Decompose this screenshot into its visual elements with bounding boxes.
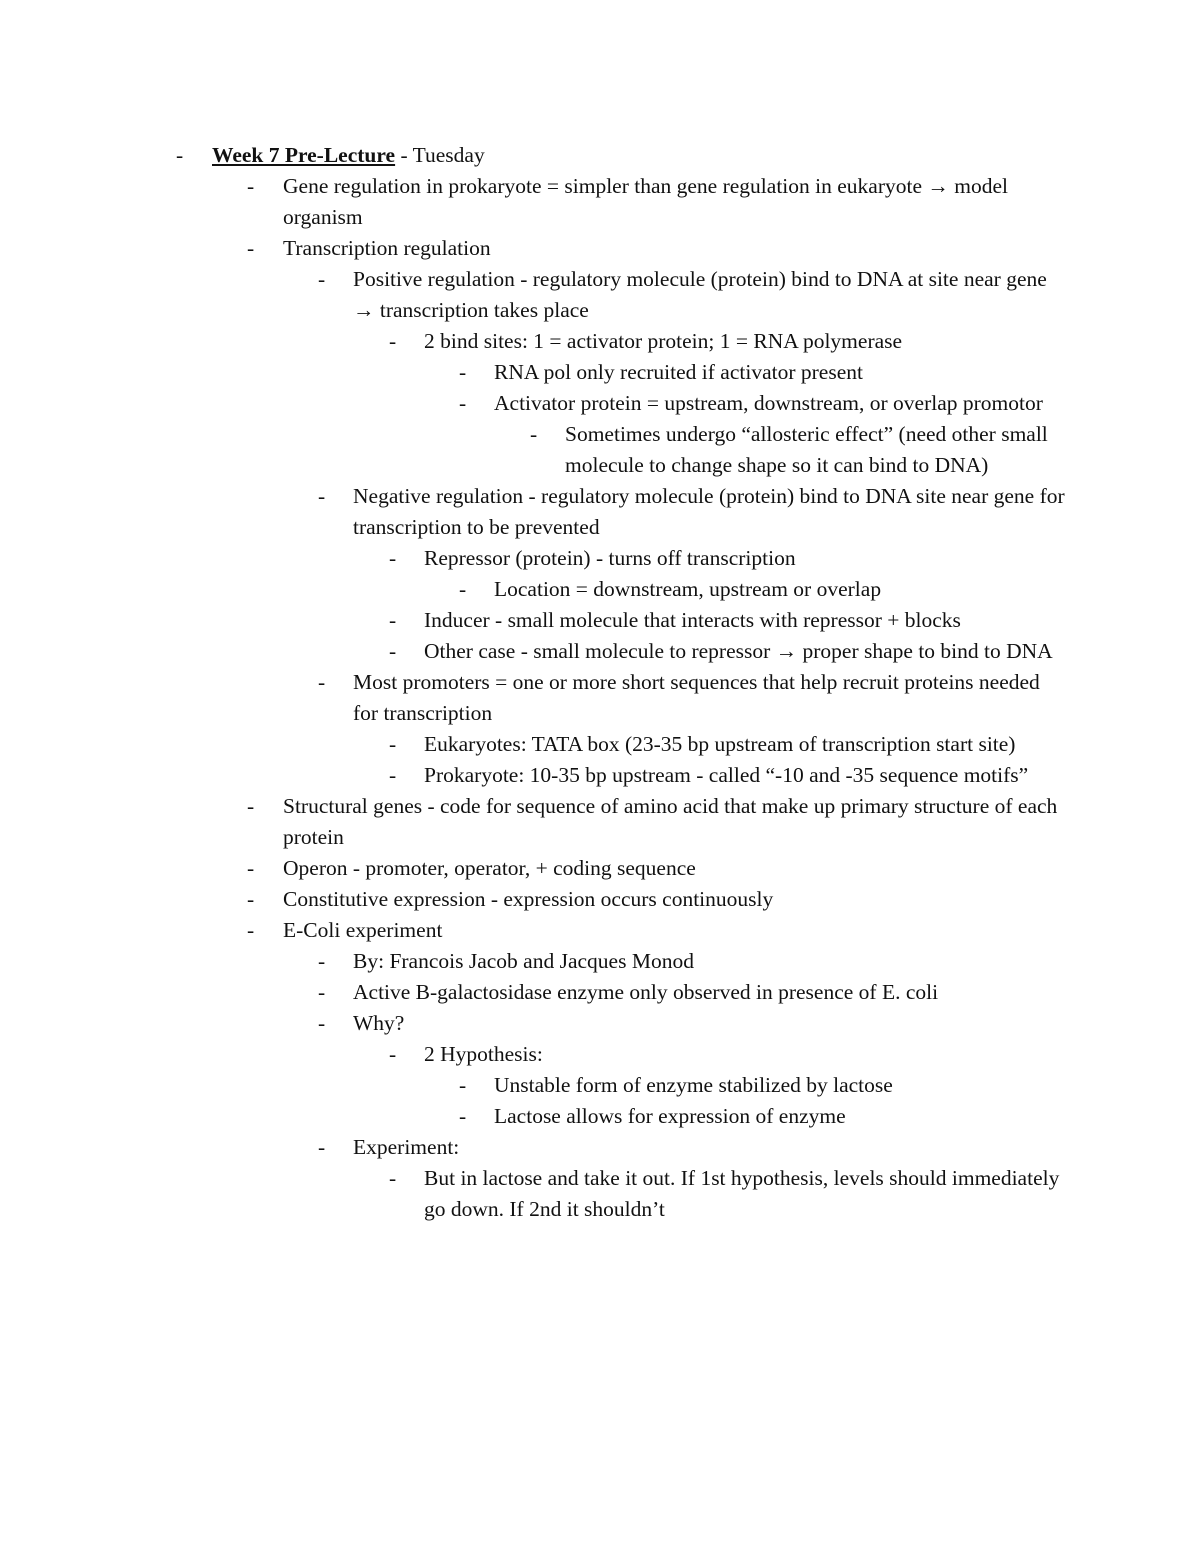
bullet-dash: - [247, 174, 255, 198]
outline-item [0, 915, 1065, 946]
outline-item [0, 388, 1065, 419]
outline-item-text: Negative regulation - regulatory molecule (protein) bind to DNA site near gene for transcription to be prevented [353, 484, 1065, 539]
outline-item-text: Unstable form of enzyme stabilized by lactose [494, 1073, 893, 1097]
outline-item [0, 171, 1065, 233]
outline-item-text: But in lactose and take it out. If 1st hypothesis, levels should immediately go down. If 2nd it shouldn’t [424, 1166, 1060, 1221]
bullet-dash: - [459, 391, 467, 415]
outline-item [0, 233, 1065, 264]
bullet-dash: - [530, 422, 538, 446]
outline-item-text: Location = downstream, upstream or overlap [494, 577, 882, 601]
outline-item-text: 2 Hypothesis: [424, 1042, 543, 1066]
bullet-dash: - [459, 1104, 467, 1128]
bullet-dash: - [389, 639, 397, 663]
outline-item [0, 853, 1065, 884]
outline-item-text: Why? [353, 1011, 405, 1035]
outline-item-text: Lactose allows for expression of enzyme [494, 1104, 846, 1128]
bullet-dash: - [318, 267, 326, 291]
title-bullet [0, 140, 1065, 171]
title-line [212, 140, 1065, 171]
outline-item [0, 357, 1065, 388]
outline-item-text: Experiment: [353, 1135, 460, 1159]
outline-item-text: 2 bind sites: 1 = activator protein; 1 = RNA polymerase [424, 329, 903, 353]
outline-item [0, 760, 1065, 791]
bullet-dash: - [389, 763, 397, 787]
bullet-dash: - [389, 546, 397, 570]
outline-item [0, 1101, 1065, 1132]
outline-item [0, 791, 1065, 853]
bullet-dash: - [389, 1042, 397, 1066]
outline-item-text: Gene regulation in prokaryote = simpler than gene regulation in eukaryote → model organism [283, 174, 1008, 229]
outline-item [0, 574, 1065, 605]
bullet-dash: - [389, 1166, 397, 1190]
outline-item-text: Activator protein = upstream, downstream, or overlap promotor [494, 391, 1043, 415]
outline-item-text: Sometimes undergo “allosteric effect” (need other small molecule to change shape so it can bind to DNA) [565, 422, 1048, 477]
bullet-dash: - [459, 1073, 467, 1097]
bullet-dash: - [247, 236, 255, 260]
outline-item-text: Eukaryotes: TATA box (23-35 bp upstream of transcription start site) [424, 732, 1016, 756]
notes-outline [0, 140, 1200, 1225]
bullet-dash: - [247, 794, 255, 818]
bullet-dash: - [247, 856, 255, 880]
title-heading: Week 7 Pre-Lecture [212, 143, 396, 167]
outline-item-text: Most promoters = one or more short sequences that help recruit proteins needed for transcription [353, 670, 1040, 725]
outline-item [0, 636, 1065, 667]
bullet-dash: - [389, 329, 397, 353]
bullet-dash: - [459, 577, 467, 601]
bullet-dash: - [389, 732, 397, 756]
outline-item [0, 543, 1065, 574]
outline-item [0, 729, 1065, 760]
bullet-dash: - [247, 887, 255, 911]
outline-item [0, 1039, 1065, 1070]
bullet-dash: - [318, 980, 326, 1004]
outline-item [0, 1132, 1065, 1163]
outline-item [0, 1070, 1065, 1101]
outline-item-text: E-Coli experiment [283, 918, 443, 942]
outline-item-text: Transcription regulation [283, 236, 491, 260]
outline-item-text: By: Francois Jacob and Jacques Monod [353, 949, 694, 973]
outline-item-text: Repressor (protein) - turns off transcription [424, 546, 796, 570]
outline-item [0, 946, 1065, 977]
outline-item-text: RNA pol only recruited if activator present [494, 360, 863, 384]
outline-item-text: Active B-galactosidase enzyme only observed in presence of E. coli [353, 980, 939, 1004]
bullet-dash: - [389, 608, 397, 632]
bullet-dash: - [318, 484, 326, 508]
bullet-dash: - [176, 143, 184, 167]
outline-item [0, 884, 1065, 915]
outline-item [0, 481, 1065, 543]
outline-item-text: Operon - promoter, operator, + coding sequence [283, 856, 696, 880]
outline-item-text: Prokaryote: 10-35 bp upstream - called “-10 and -35 sequence motifs” [424, 763, 1029, 787]
bullet-dash: - [318, 1011, 326, 1035]
outline-item [0, 977, 1065, 1008]
bullet-dash: - [318, 949, 326, 973]
outline-item-text: Other case - small molecule to repressor → proper shape to bind to DNA [424, 639, 1053, 663]
outline-item-text: Positive regulation - regulatory molecule (protein) bind to DNA at site near gene → transcription takes place [353, 267, 1047, 322]
bullet-dash: - [318, 670, 326, 694]
bullet-dash: - [459, 360, 467, 384]
outline-item-text: Inducer - small molecule that interacts with repressor + blocks [424, 608, 961, 632]
outline-item [0, 264, 1065, 326]
outline-item [0, 667, 1065, 729]
bullet-dash: - [247, 918, 255, 942]
outline-item-text: Structural genes - code for sequence of amino acid that make up primary structure of each protein [283, 794, 1058, 849]
outline-item-text: Constitutive expression - expression occurs continuously [283, 887, 774, 911]
outline-item [0, 326, 1065, 357]
outline-item [0, 605, 1065, 636]
bullet-dash: - [318, 1135, 326, 1159]
outline-item [0, 419, 1065, 481]
outline-item [0, 1008, 1065, 1039]
outline-item [0, 1163, 1065, 1225]
title-suffix: - Tuesday [395, 143, 485, 167]
